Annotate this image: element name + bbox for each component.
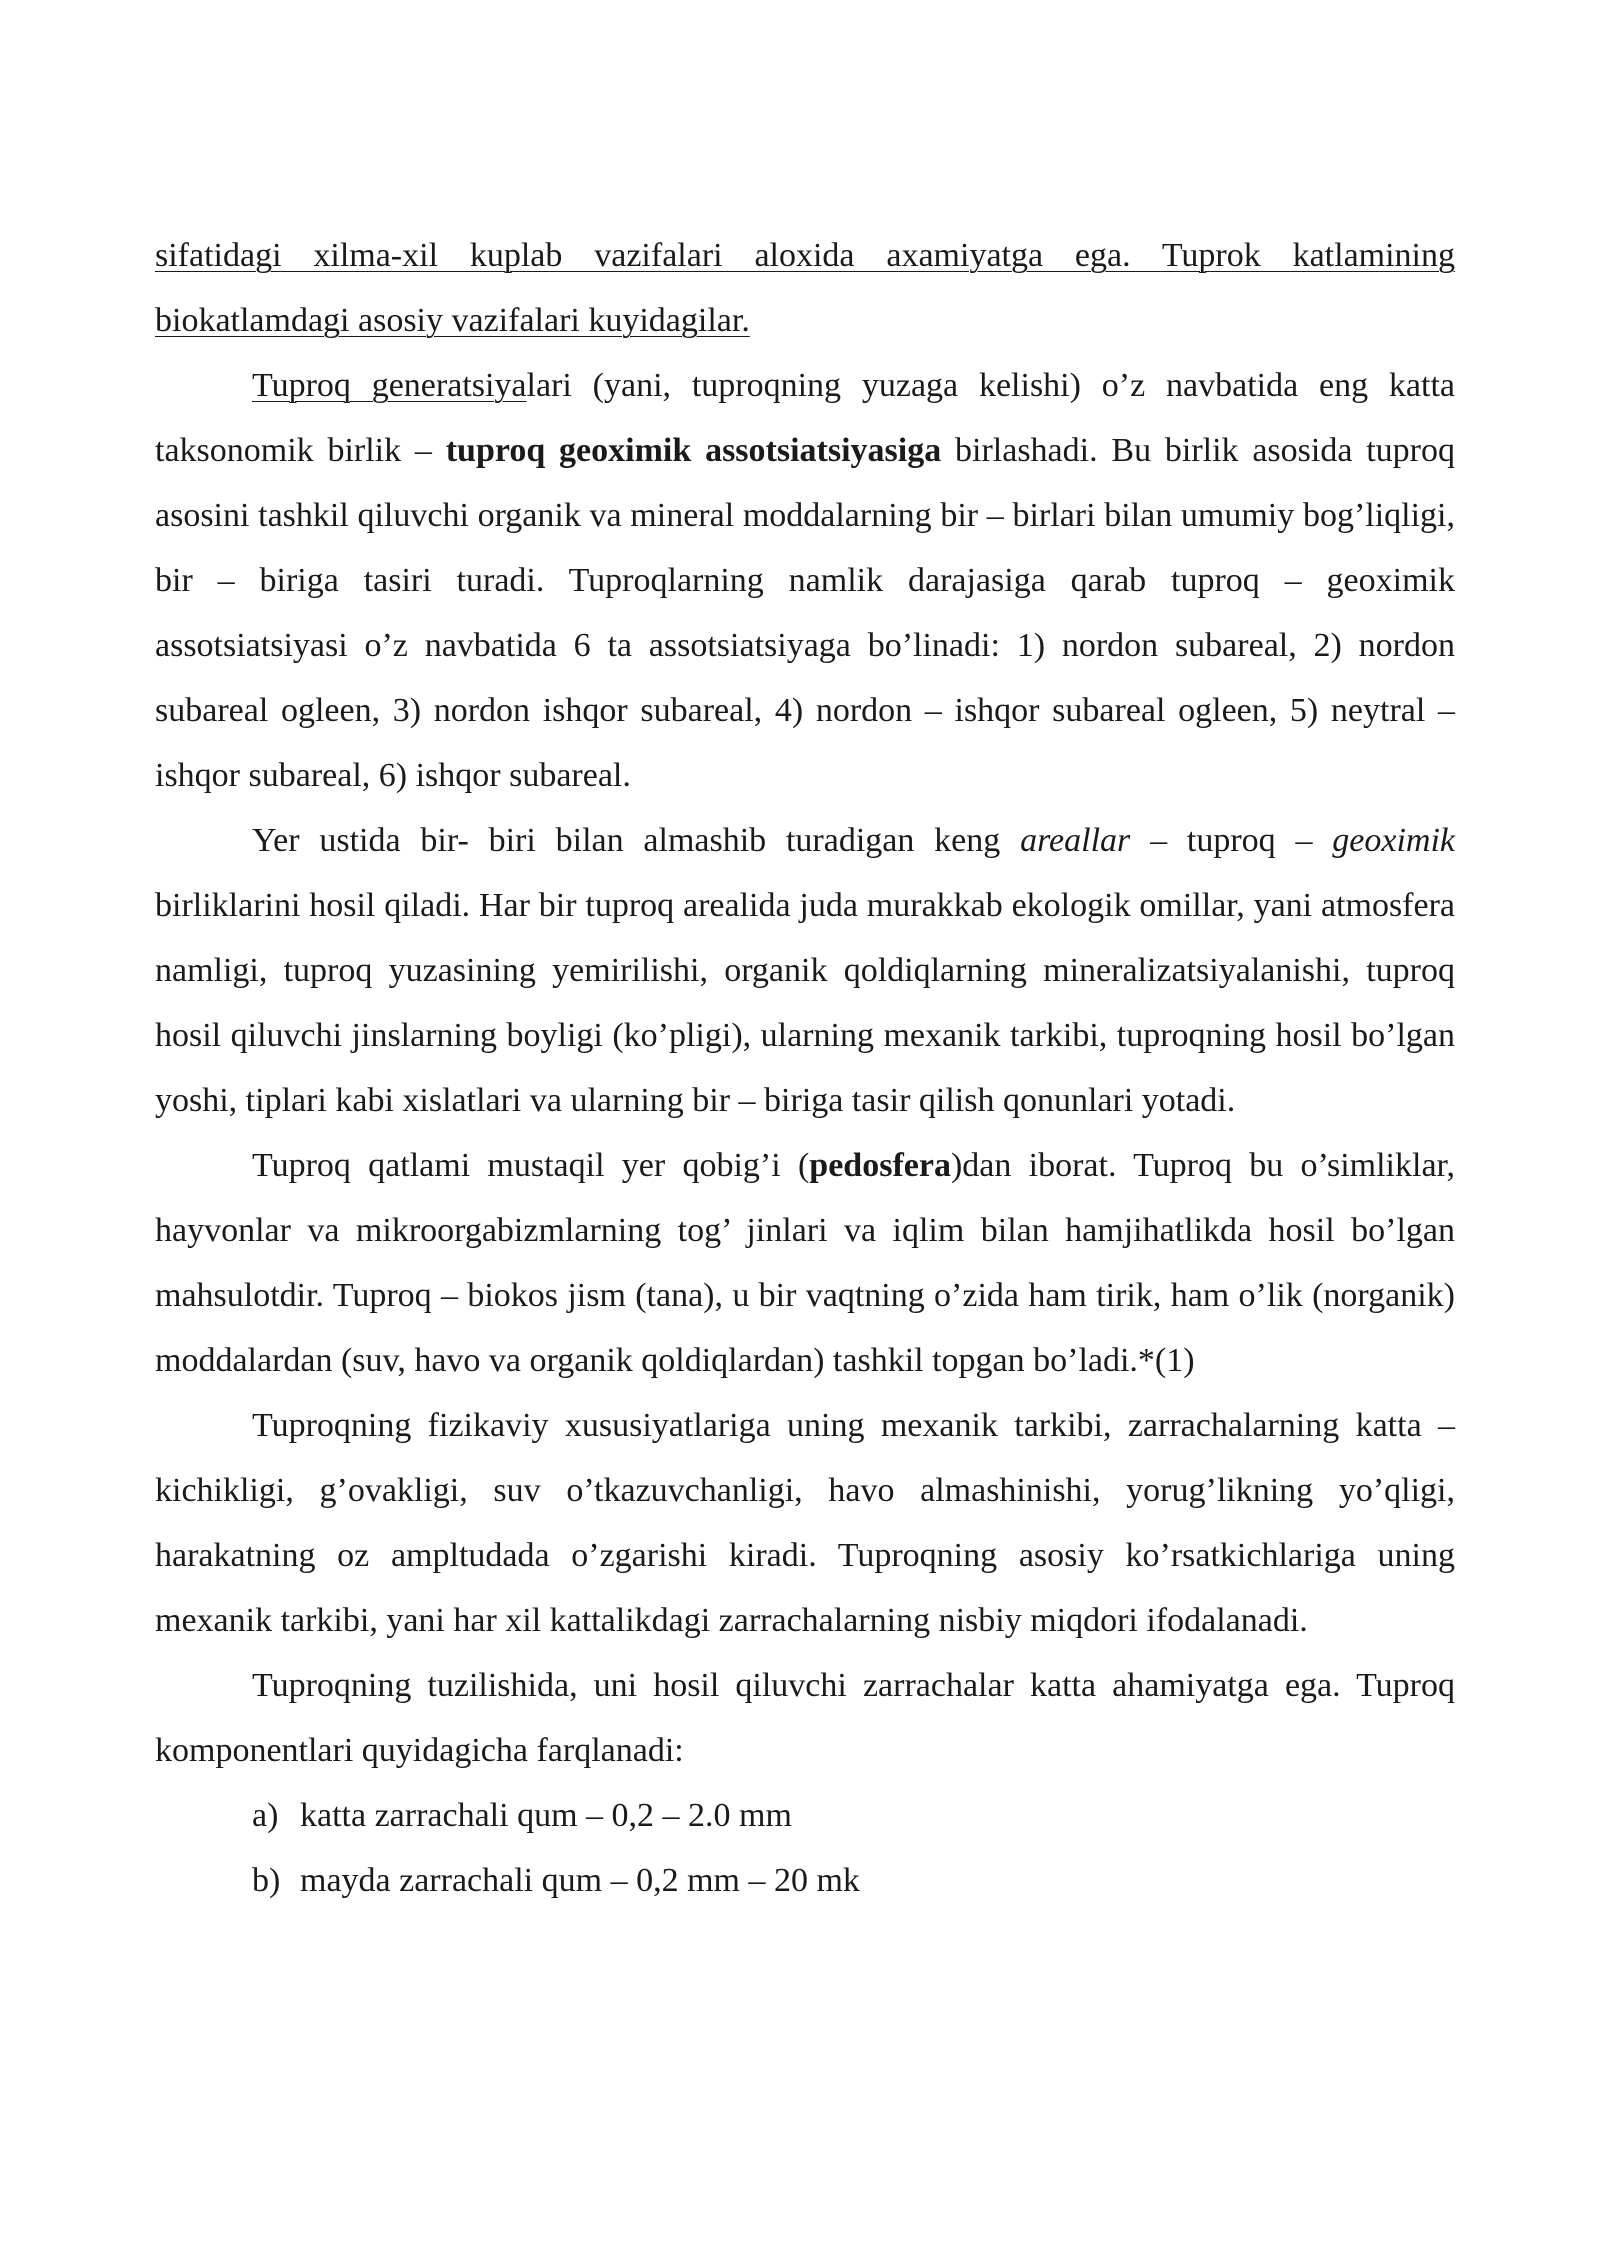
paragraph-generation bbox=[155, 353, 1455, 808]
text-run: birlashadi. Bu birlik asosida tuproq asosini tashkil qiluvchi organik va mineral moddalarning bir – birlari bilan umumiy bog’liqligi, bir – biriga tasiri turadi. Tuproqlarning namlik darajasiga qarab tuproq – geoximik assotsiatsiyasi o’z navbatida 6 ta assotsiatsiyaga bo’linadi: 1) nordon subareal, 2) nordon subareal ogleen, 3) nordon ishqor subareal, 4) nordon – ishqor subareal ogleen, 5) neytral –ishqor subareal, 6) ishqor subareal. bbox=[155, 432, 1455, 794]
paragraph-structure: Tuproqning tuzilishida, uni hosil qiluvchi zarrachalar katta ahamiyatga ega. Tuproq komponentlari quyidagicha farqlanadi: bbox=[155, 1667, 1455, 1769]
text-run: lari (yani, tuproqning yuzaga kelishi) o’z navbatida eng katta taksonomik birlik – bbox=[155, 367, 1455, 469]
list-marker: b) bbox=[252, 1862, 281, 1899]
list-item bbox=[252, 1783, 1455, 1848]
bold-term: tuproq geoximik assotsiatsiyasiga bbox=[445, 432, 942, 469]
document-page bbox=[155, 223, 1455, 1913]
bold-term: pedosfera bbox=[809, 1147, 951, 1184]
underlined-term: Tuproq generatsiya bbox=[252, 367, 527, 404]
italic-term: areallar bbox=[1020, 822, 1131, 859]
list-item bbox=[252, 1848, 1455, 1913]
text-run: Yer ustida bir- biri bilan almashib turadigan keng bbox=[252, 822, 1021, 859]
paragraph-physical-properties: Tuproqning fizikaviy xususiyatlariga uning mexanik tarkibi, zarrachalarning katta – kichikligi, g’ovakligi, suv o’tkazuvchanligi, havo almashinishi, yorug’likning yo’qligi, harakatning oz ampltudada o’zgarishi kiradi. Tuproqning asosiy ko’rsatkichlariga uning mexanik tarkibi, yani har xil kattalikdagi zarrachalarning nisbiy miqdori ifodalanadi. bbox=[155, 1407, 1455, 1639]
components-list bbox=[155, 1783, 1455, 1913]
text-run: Tuproq qatlami mustaqil yer qobig’i ( bbox=[252, 1147, 810, 1184]
italic-term: geoximik bbox=[1332, 822, 1455, 859]
text-run: birliklarini hosil qiladi. Har bir tuproq arealida juda murakkab ekologik omillar, yani atmosfera namligi, tuproq yuzasining yemirilishi, organik qoldiqlarning mineralizatsiyalanishi, tuproq hosil qiluvchi jinslarning boyligi (ko’pligi), ularning mexanik tarkibi, tuproqning hosil bo’lgan yoshi, tiplari kabi xislatlari va ularning bir – biriga tasir qilish qonunlari yotadi. bbox=[155, 887, 1455, 1119]
list-marker: a) bbox=[252, 1797, 279, 1834]
paragraph-areals bbox=[155, 808, 1455, 1133]
text-run: )dan iborat. Tuproq bu o’simliklar, hayvonlar va mikroorgabizmlarning tog’ jinlari va iqlim bilan hamjihatlikda hosil bo’lgan mahsulotdir. Tuproq – biokos jism (tana), u bir vaqtning o’zida ham tirik, ham o’lik (norganik) moddalardan (suv, havo va organik qoldiqlardan) tashkil topgan bo’ladi.*(1) bbox=[155, 1147, 1456, 1379]
paragraph-pedosphere bbox=[155, 1133, 1455, 1393]
paragraph-intro: sifatidagi xilma-xil kuplab vazifalari aloxida axamiyatga ega. Tuprok katlamining biokatlamdagi asosiy vazifalari kuyidagilar. bbox=[155, 237, 1455, 339]
list-item-text: mayda zarrachali qum – 0,2 mm – 20 mk bbox=[300, 1862, 860, 1899]
text-run: – tuproq – bbox=[1130, 822, 1333, 859]
list-item-text: katta zarrachali qum – 0,2 – 2.0 mm bbox=[300, 1797, 792, 1834]
